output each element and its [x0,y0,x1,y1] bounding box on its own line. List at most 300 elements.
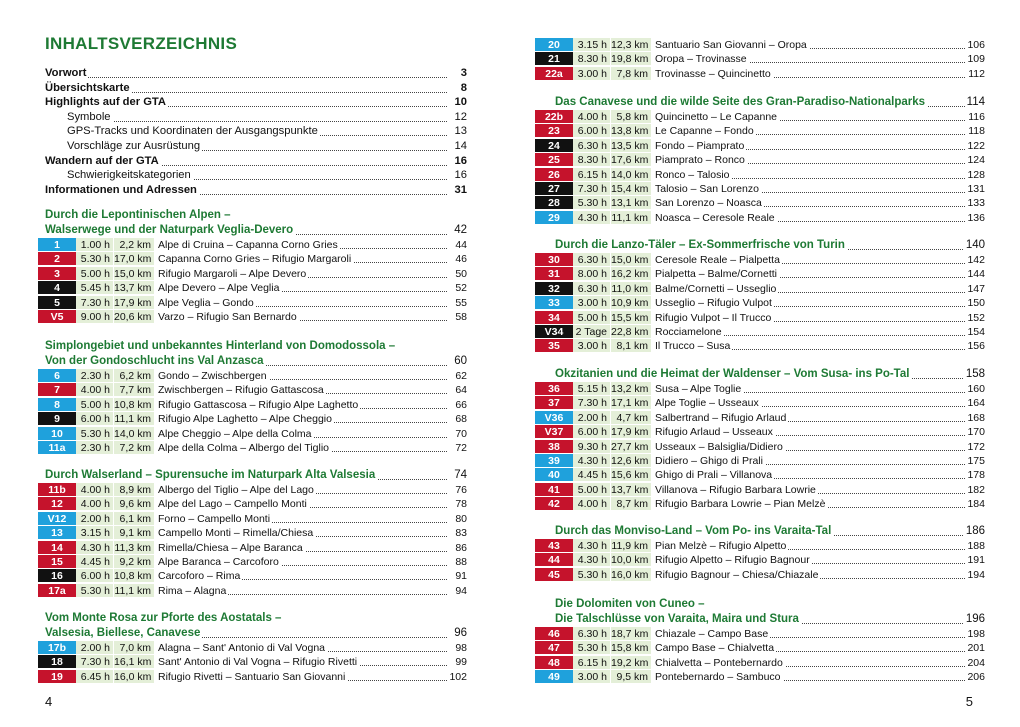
tour-number-badge: 20 [535,38,573,51]
tour-row[interactable] [535,454,985,468]
tour-name: Alpe del Lago – Campello Monti [158,498,307,511]
tour-duration: 5.30 h [573,568,610,581]
section-page-number: 158 [965,368,985,380]
tour-number-badge: 1 [38,238,76,251]
section-page-number: 140 [965,239,985,251]
section-heading[interactable] [45,468,467,483]
tour-duration: 3.00 h [573,296,610,309]
tour-page-number: 112 [968,67,985,80]
tour-name: Alpe della Colma – Albergo del Tiglio [158,442,330,454]
section-page-number: 196 [965,613,985,625]
tour-duration: 2.00 h [76,641,113,654]
tour-distance: 13,7 km [114,281,154,294]
tour-name: Albergo del Tiglio – Alpe del Lago [158,484,314,496]
tour-distance: 9,5 km [611,670,651,683]
section-heading[interactable] [555,524,985,539]
tour-page-number: 70 [455,427,467,440]
tour-row[interactable] [38,427,467,441]
tour-duration: 5.30 h [76,427,113,440]
tour-distance: 10,0 km [611,553,651,566]
section-page-number: 74 [454,469,467,481]
tour-row[interactable] [38,267,467,281]
tour-name: Rifugio Bagnour – Chiesa/Chiazale [655,568,819,581]
tour-row[interactable] [535,124,985,138]
section-heading[interactable] [45,354,467,369]
tour-distance: 17,6 km [611,153,651,166]
tour-distance: 13,7 km [611,483,651,496]
tour-row[interactable] [535,52,985,66]
tour-number-badge: 44 [535,553,573,566]
tour-number-badge: 13 [38,526,76,539]
tour-row[interactable] [38,238,467,252]
tour-page-number: 128 [967,168,985,181]
toc-page-number: 10 [454,96,467,109]
tour-page-number: 80 [455,512,467,525]
tour-distance: 20,6 km [114,310,154,323]
tour-row[interactable] [535,168,985,182]
tour-row[interactable] [38,281,467,295]
tour-number-badge: 24 [535,139,573,152]
tour-duration: 7.30 h [573,182,610,195]
tour-page-number: 94 [455,584,467,597]
tour-distance: 16,0 km [114,670,154,683]
section-heading[interactable] [555,238,985,253]
tour-distance: 17,9 km [611,425,651,438]
tour-distance: 8,7 km [611,497,651,510]
tour-row[interactable] [38,310,467,324]
tour-page-number: 133 [967,197,985,210]
section-heading[interactable] [555,612,985,627]
tour-page-number: 86 [455,541,467,554]
tour-name: Chialvetta – Pontebernardo [655,656,783,669]
tour-name: Chiazale – Campo Base [655,628,769,640]
tour-number-badge: 5 [38,296,76,309]
tour-duration: 4.00 h [76,483,113,496]
tour-duration: 6.30 h [573,253,610,266]
tour-page-number: 88 [455,556,467,568]
tour-name: Rifugio Arlaud – Usseaux [655,426,773,439]
tour-row[interactable] [535,296,985,310]
tour-row[interactable] [38,569,467,583]
tour-row[interactable] [38,483,467,497]
tour-distance: 14,0 km [114,427,154,440]
tour-number-badge: V5 [38,310,76,323]
tour-distance: 6,1 km [114,512,154,525]
tour-duration: 8.30 h [573,52,610,65]
tour-number-badge: 12 [38,497,76,510]
tour-duration: 6.30 h [573,627,610,640]
tour-name: Ghigo di Prali – Villanova [655,469,773,482]
tour-duration: 2.30 h [76,369,113,382]
section-heading[interactable] [555,367,985,382]
tour-distance: 15,8 km [611,641,651,654]
tour-number-badge: V12 [38,512,76,525]
tour-row[interactable] [535,483,985,497]
section-heading[interactable] [555,95,985,110]
toc-entry[interactable] [45,95,467,110]
tour-duration: 5.30 h [573,641,610,654]
tour-row[interactable] [535,211,985,225]
toc-entry-label: Vorschläge zur Ausrüstung [67,140,201,152]
section-page-number: 114 [966,96,985,108]
tour-name: Trovinasse – Quincinetto [655,67,771,80]
tour-row[interactable] [535,139,985,153]
tour-page-number: 44 [455,239,467,251]
tour-number-badge: 29 [535,211,573,224]
tour-distance: 27,7 km [611,440,651,453]
tour-row[interactable] [38,584,467,598]
toc-entry-label: Übersichtskarte [45,81,130,94]
tour-row[interactable] [535,396,985,410]
tour-row[interactable] [38,296,467,310]
tour-name: Capanna Corno Gries – Rifugio Margaroli [158,253,352,266]
tour-row[interactable] [535,553,985,567]
tour-number-badge: 16 [38,569,76,582]
tour-distance: 22,8 km [611,325,651,338]
tour-duration: 8.00 h [573,267,610,280]
tour-name: Balme/Cornetti – Usseglio [655,282,777,295]
tour-duration: 4.00 h [573,497,610,510]
tour-number-badge: 32 [535,282,573,295]
tour-name: Il Trucco – Susa [655,340,731,353]
tour-page-number: 194 [967,568,985,581]
tour-duration: 8.30 h [573,153,610,166]
tour-number-badge: 28 [535,196,573,209]
tour-row[interactable] [535,110,985,124]
tour-name: Santuario San Giovanni – Oropa [655,39,807,51]
tour-name: Alpe Cheggio – Alpe della Colma [158,427,312,440]
toc-entry[interactable] [67,110,467,125]
tour-number-badge: 43 [535,539,573,552]
page-title: INHALTSVERZEICHNIS [45,34,238,53]
tour-name: Le Capanne – Fondo [655,125,754,138]
tour-number-badge: 31 [535,267,573,280]
tour-duration: 7.30 h [76,655,113,668]
tour-name: Oropa – Trovinasse [655,53,747,66]
tour-row[interactable] [38,555,467,569]
tour-name: Pontebernardo – Sambuco [655,671,781,684]
tour-row[interactable] [535,656,985,670]
tour-distance: 11,9 km [611,539,651,552]
tour-row[interactable] [38,441,467,455]
toc-page-number: 14 [454,140,467,152]
tour-name: Carcoforo – Rima [158,570,241,583]
section-title: Walserwege und der Naturpark Veglia-Devero [45,224,294,236]
tour-distance: 7,2 km [114,441,154,454]
toc-entry[interactable] [67,124,467,139]
tour-name: Sant' Antonio di Val Vogna – Rifugio Rivetti [158,656,358,669]
tour-number-badge: 35 [535,339,573,352]
tour-name: Pian Melzè – Rifugio Alpetto [655,540,787,552]
tour-distance: 8,1 km [611,339,651,352]
tour-duration: 9.00 h [76,310,113,323]
tour-name: Pialpetta – Balme/Cornetti [655,268,777,281]
tour-duration: 5.00 h [573,311,610,324]
tour-page-number: 175 [967,455,985,467]
tour-number-badge: 34 [535,311,573,324]
tour-row[interactable] [535,641,985,655]
tour-page-number: 124 [967,154,985,167]
tour-name: Rima – Alagna [158,584,227,597]
toc-entry[interactable] [45,154,467,169]
tour-distance: 5,8 km [611,110,651,123]
tour-row[interactable] [535,627,985,641]
toc-page-number: 3 [460,67,467,79]
tour-row[interactable] [535,539,985,553]
section-title: Vom Monte Rosa zur Pforte des Aostatals – [45,612,282,624]
tour-duration: 3.15 h [76,526,113,539]
tour-row[interactable] [535,196,985,210]
tour-distance: 19,2 km [611,656,651,669]
tour-duration: 4.45 h [573,468,610,481]
tour-distance: 15,5 km [611,311,651,324]
tour-page-number: 122 [967,139,985,152]
tour-row[interactable] [535,670,985,684]
tour-row[interactable] [535,67,985,81]
section-title: Valsesia, Biellese, Canavese [45,627,201,639]
tour-number-badge: 11a [38,441,76,454]
tour-distance: 13,5 km [611,139,651,152]
tour-duration: 4.30 h [573,454,610,467]
tour-duration: 4.30 h [76,541,113,554]
tour-name: Fondo – Piamprato [655,139,745,152]
tour-page-number: 142 [967,254,985,266]
tour-page-number: 58 [455,311,467,323]
tour-name: Rifugio Vulpot – Il Trucco [655,311,772,324]
tour-number-badge: 7 [38,383,76,396]
tour-name: San Lorenzo – Noasca [655,197,762,210]
section-title: Die Dolomiten von Cuneo – [555,598,705,610]
tour-row[interactable] [38,541,467,555]
toc-entry[interactable] [45,81,467,96]
tour-number-badge: 17a [38,584,76,597]
section-title: Okzitanien und die Heimat der Waldenser – Vom Susa- ins Po-Tal [555,368,910,380]
tour-name: Rifugio Rivetti – Santuario San Giovanni [158,670,346,683]
section-heading[interactable] [45,223,467,238]
dot-leader [67,121,447,122]
tour-name: Gondo – Zwischbergen [158,370,267,382]
section-page-number: 96 [454,627,467,639]
tour-name: Usseglio – Rifugio Vulpot [655,297,772,310]
tour-page-number: 83 [455,527,467,540]
tour-row[interactable] [535,339,985,353]
tour-distance: 4,7 km [611,411,651,424]
tour-row[interactable] [535,38,985,52]
section-title: Durch die Lanzo-Täler – Ex-Sommerfrische von Turin [555,239,845,251]
tour-duration: 2.00 h [573,411,610,424]
tour-number-badge: 4 [38,281,76,294]
tour-row[interactable] [38,398,467,412]
tour-distance: 19,8 km [611,52,651,65]
tour-distance: 16,0 km [611,568,651,581]
tour-distance: 13,2 km [611,382,651,395]
tour-duration: 7.30 h [76,296,113,309]
tour-row[interactable] [535,468,985,482]
tour-row[interactable] [535,311,985,325]
toc-entry[interactable] [67,139,467,154]
tour-row[interactable] [535,497,985,511]
section-page-number: 42 [454,224,467,236]
tour-row[interactable] [38,670,467,684]
tour-distance: 2,2 km [114,238,154,251]
tour-row[interactable] [535,182,985,196]
tour-row[interactable] [535,253,985,267]
page-number-left: 4 [45,694,53,709]
tour-number-badge: 2 [38,252,76,265]
tour-number-badge: 3 [38,267,76,280]
tour-number-badge: 37 [535,396,573,409]
tour-duration: 4.30 h [573,539,610,552]
tour-duration: 5.30 h [76,584,113,597]
tour-page-number: 99 [455,656,467,669]
tour-row[interactable] [535,267,985,281]
tour-row[interactable] [38,497,467,511]
section-heading[interactable] [45,626,467,641]
tour-number-badge: 6 [38,369,76,382]
tour-name: Piamprato – Ronco [655,154,745,167]
tour-row[interactable] [535,382,985,396]
tour-distance: 7,7 km [114,383,154,396]
toc-entry[interactable] [45,66,467,81]
tour-page-number: 178 [967,469,985,482]
page-number-right: 5 [965,694,973,709]
dot-leader [45,77,447,78]
tour-number-badge: 22b [535,110,573,123]
tour-page-number: 131 [967,183,985,195]
tour-number-badge: 40 [535,468,573,481]
tour-row[interactable] [38,655,467,669]
toc-entry-label: Vorwort [45,67,87,79]
tour-page-number: 204 [967,656,985,669]
tour-distance: 10,8 km [114,569,154,582]
tour-name: Rifugio Margaroli – Alpe Devero [158,267,307,280]
tour-duration: 9.30 h [573,440,610,453]
tour-page-number: 46 [455,253,467,266]
toc-page-number: 13 [454,125,467,138]
tour-number-badge: 39 [535,454,573,467]
tour-name: Varzo – Rifugio San Bernardo [158,311,297,323]
tour-row[interactable] [38,512,467,526]
tour-duration: 6.00 h [76,412,113,425]
tour-duration: 5.00 h [76,267,113,280]
tour-name: Rifugio Barbara Lowrie – Pian Melzè [655,498,826,511]
tour-page-number: 156 [967,340,985,353]
tour-number-badge: 27 [535,182,573,195]
tour-number-badge: 15 [38,555,76,568]
tour-name: Rifugio Alpetto – Rifugio Bagnour [655,554,810,567]
tour-row[interactable] [535,325,985,339]
tour-name: Susa – Alpe Toglie [655,383,742,395]
tour-name: Campello Monti – Rimella/Chiesa [158,527,314,540]
tour-page-number: 116 [968,111,985,123]
tour-number-badge: 48 [535,656,573,669]
tour-page-number: 109 [967,53,985,66]
tour-page-number: 106 [967,39,985,51]
tour-name: Usseaux – Balsiglia/Didiero [655,440,783,453]
tour-page-number: 64 [455,384,467,397]
tour-number-badge: 17b [38,641,76,654]
toc-entry[interactable] [45,183,467,198]
tour-distance: 13,8 km [611,124,651,137]
tour-name: Alpe Veglia – Gondo [158,296,254,309]
tour-distance: 6,2 km [114,369,154,382]
section-title: Simplongebiet und unbekanntes Hinterland von Domodossola – [45,340,396,352]
tour-page-number: 118 [968,125,985,138]
tour-row[interactable] [535,153,985,167]
tour-number-badge: 8 [38,398,76,411]
tour-row[interactable] [38,369,467,383]
toc-entry[interactable] [67,168,467,183]
tour-name: Forno – Campello Monti [158,512,271,525]
tour-distance: 15,6 km [611,468,651,481]
tour-duration: 5.30 h [573,196,610,209]
tour-row[interactable] [535,282,985,296]
tour-name: Salbertrand – Rifugio Arlaud [655,411,787,424]
toc-entry-label: Symbole [67,110,111,123]
tour-duration: 6.15 h [573,168,610,181]
tour-duration: 4.00 h [76,497,113,510]
tour-page-number: 170 [967,426,985,439]
tour-distance: 13,1 km [611,196,651,209]
tour-distance: 16,1 km [114,655,154,668]
tour-distance: 17,1 km [611,396,651,409]
tour-distance: 8,9 km [114,483,154,496]
tour-duration: 4.45 h [76,555,113,568]
tour-duration: 5.15 h [573,382,610,395]
toc-page-number: 31 [454,183,467,196]
tour-number-badge: 9 [38,412,76,425]
tour-row[interactable] [38,641,467,655]
tour-row[interactable] [38,252,467,266]
tour-page-number: 198 [967,628,985,640]
tour-page-number: 62 [455,370,467,382]
tour-distance: 7,8 km [611,67,651,80]
tour-page-number: 66 [455,398,467,411]
tour-row[interactable] [535,425,985,439]
tour-page-number: 102 [449,670,467,683]
tour-duration: 6.30 h [573,139,610,152]
tour-distance: 10,9 km [611,296,651,309]
tour-duration: 3.00 h [573,67,610,80]
tour-row[interactable] [535,440,985,454]
tour-page-number: 72 [455,442,467,454]
tour-distance: 16,2 km [611,267,651,280]
tour-name: Alpe Devero – Alpe Veglia [158,282,280,295]
section-title: Die Talschlüsse von Varaita, Maira und Stura [555,613,799,625]
tour-number-badge: 21 [535,52,573,65]
toc-entry-label: Highlights auf der GTA [45,96,166,109]
tour-page-number: 152 [967,311,985,324]
tour-distance: 12,3 km [611,38,651,51]
tour-number-badge: 45 [535,568,573,581]
section-title: Das Canavese und die wilde Seite des Gran-Paradiso-Nationalparks [555,96,926,108]
tour-number-badge: 42 [535,497,573,510]
tour-duration: 6.45 h [76,670,113,683]
tour-row[interactable] [38,526,467,540]
tour-row[interactable] [38,412,467,426]
tour-duration: 4.00 h [573,110,610,123]
tour-row[interactable] [535,568,985,582]
tour-row[interactable] [535,411,985,425]
tour-number-badge: 49 [535,670,573,683]
tour-distance: 9,1 km [114,526,154,539]
toc-page-number: 8 [460,81,467,94]
toc-entry-label: Wandern auf der GTA [45,154,159,167]
tour-number-badge: 18 [38,655,76,668]
tour-row[interactable] [38,383,467,397]
tour-distance: 11,1 km [114,584,154,597]
tour-number-badge: 41 [535,483,573,496]
